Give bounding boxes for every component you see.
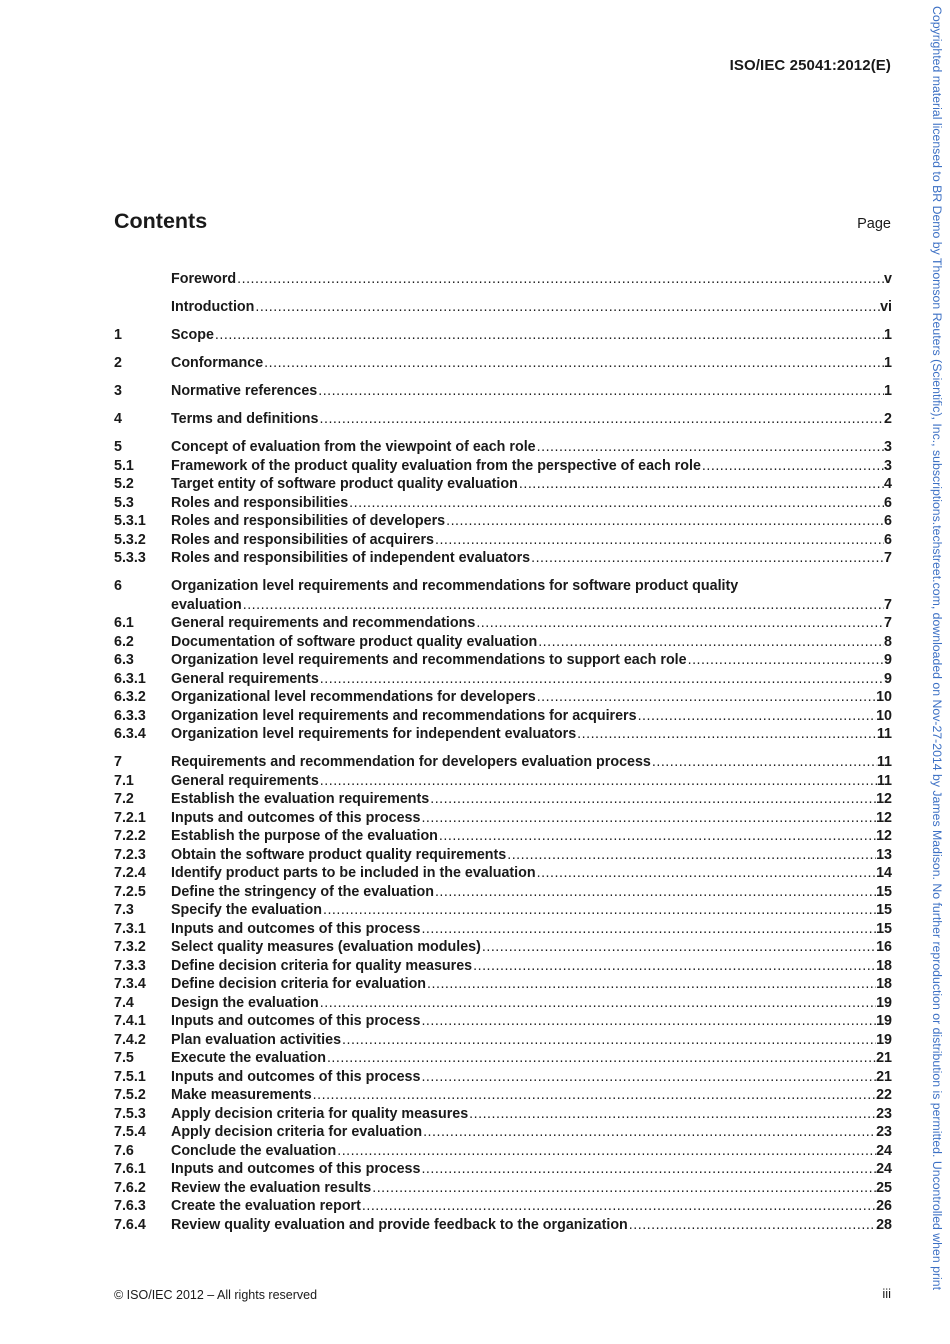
toc-entry[interactable]	[114, 1068, 892, 1087]
toc-dot-leader	[445, 512, 884, 531]
toc-dot-leader	[576, 725, 877, 744]
toc-entry[interactable]	[114, 354, 892, 373]
toc-dot-leader	[628, 1216, 876, 1235]
toc-entry-body	[171, 1197, 892, 1216]
toc-entry[interactable]	[114, 1012, 892, 1031]
toc-dot-leader	[468, 1105, 876, 1124]
toc-entry-body	[171, 994, 892, 1013]
toc-entry-page: 23	[876, 1124, 892, 1140]
toc-entry-page: 6	[884, 531, 892, 548]
toc-entry-number: 7.4.2	[114, 1031, 146, 1048]
toc-entry-title: Make measurements	[171, 1087, 312, 1103]
toc-entry-page: 6	[884, 513, 892, 529]
toc-entry-body	[171, 920, 892, 939]
toc-entry-title: Terms and definitions	[171, 411, 319, 427]
toc-entry-body	[171, 688, 892, 707]
toc-entry-number: 7.3.1	[114, 920, 146, 937]
toc-entry[interactable]	[114, 994, 892, 1013]
toc-entry-number: 6.3.4	[114, 726, 146, 742]
toc-entry-page: 12	[876, 809, 892, 826]
toc-entry[interactable]	[114, 707, 892, 726]
toc-entry-body	[171, 1031, 892, 1050]
toc-dot-leader	[319, 410, 885, 429]
toc-entry-number: 7.5.3	[114, 1105, 146, 1122]
toc-entry-number: 7.6	[114, 1142, 134, 1159]
toc-entry-body	[171, 531, 892, 550]
toc-entry[interactable]	[114, 410, 892, 429]
toc-entry-title: Documentation of software product quality evaluation	[171, 633, 538, 650]
toc-entry-body	[171, 864, 892, 883]
toc-dot-leader	[341, 1031, 876, 1050]
toc-entry[interactable]	[114, 920, 892, 939]
toc-dot-leader	[336, 1142, 876, 1161]
toc-entry-page: 9	[884, 670, 892, 687]
toc-entry-page: 19	[876, 1031, 892, 1048]
toc-entry-number: 6.1	[114, 615, 134, 631]
toc-entry-title: Introduction	[171, 299, 255, 315]
toc-dot-leader	[420, 920, 876, 939]
toc-entry-title: Roles and responsibilities	[171, 494, 349, 511]
toc-entry-page: 3	[884, 439, 892, 455]
toc-dot-leader	[420, 1068, 876, 1087]
toc-entry-title: Identify product parts to be included in the evaluation	[171, 865, 536, 881]
toc-entry-page: 13	[876, 846, 892, 863]
toc-entry-title: Apply decision criteria for evaluation	[171, 1124, 423, 1140]
toc-entry[interactable]	[114, 1197, 892, 1216]
toc-dot-leader	[537, 633, 884, 652]
toc-entry-body	[171, 707, 892, 726]
toc-entry-title: Review quality evaluation and provide feedback to the organization	[171, 1216, 628, 1233]
toc-entry-title: Roles and responsibilities of developers	[171, 513, 446, 529]
toc-entry-title: Inputs and outcomes of this process	[171, 1068, 421, 1085]
toc-entry-number: 5.3.1	[114, 513, 146, 529]
toc-entry-title: Select quality measures (evaluation modules)	[171, 939, 481, 955]
toc-entry-title: Roles and responsibilities of independent evaluators	[171, 550, 531, 566]
toc-entry-number: 7.3.4	[114, 976, 146, 992]
toc-entry-title: Define the stringency of the evaluation	[171, 883, 434, 900]
toc-entry-title: Define decision criteria for quality measures	[171, 957, 473, 974]
toc-entry-number: 7	[114, 754, 122, 770]
toc-entry-body	[171, 475, 892, 494]
toc-dot-leader	[420, 1160, 876, 1179]
toc-entry[interactable]	[114, 549, 892, 568]
toc-entry-page: 18	[876, 957, 892, 974]
toc-entry-page: 21	[876, 1068, 892, 1085]
toc-entry[interactable]	[114, 1142, 892, 1161]
toc-entry[interactable]	[114, 475, 892, 494]
toc-entry-body	[171, 298, 892, 317]
toc-entry-page: 11	[876, 754, 892, 770]
toc-entry-title: Apply decision criteria for quality measures	[171, 1105, 469, 1122]
toc-dot-leader	[472, 957, 876, 976]
toc-entry-number: 6.2	[114, 633, 134, 650]
toc-entry-body	[171, 549, 892, 568]
toc-entry[interactable]	[114, 790, 892, 809]
toc-entry-title: Organization level requirements and recommendations for acquirers	[171, 707, 637, 724]
toc-entry-number: 7.2.2	[114, 828, 146, 844]
toc-entry-title: Conformance	[171, 355, 264, 371]
toc-entry-body	[171, 410, 892, 429]
toc-entry[interactable]	[114, 883, 892, 902]
toc-entry[interactable]	[114, 494, 892, 513]
toc-entry-number: 5.3.2	[114, 531, 146, 548]
toc-entry-body	[171, 975, 892, 994]
toc-entry-title: Design the evaluation	[171, 994, 319, 1011]
toc-entry-title: Execute the evaluation	[171, 1050, 326, 1066]
toc-dot-leader	[438, 827, 876, 846]
toc-entry-number: 7.4	[114, 994, 134, 1011]
toc-entry[interactable]	[114, 688, 892, 707]
toc-entry-body	[171, 753, 892, 772]
toc-entry-page: 10	[876, 689, 892, 705]
toc-dot-leader	[701, 457, 884, 476]
toc-entry-page: 7	[884, 550, 892, 566]
toc-entry-number: 7.3.3	[114, 957, 146, 974]
toc-entry[interactable]	[114, 1179, 892, 1198]
toc-entry-body	[171, 846, 892, 865]
toc-entry-body	[171, 827, 892, 846]
toc-entry-page: 24	[876, 1161, 892, 1177]
toc-entry-page: 9	[884, 652, 892, 668]
toc-entry-body	[171, 382, 892, 401]
toc-entry-title: Conclude the evaluation	[171, 1142, 337, 1159]
toc-entry-number: 7.2.5	[114, 883, 146, 900]
toc-entry-number: 7.4.1	[114, 1013, 146, 1029]
toc-entry[interactable]	[114, 670, 892, 689]
toc-entry-page: 22	[876, 1087, 892, 1103]
toc-entry-title: Inputs and outcomes of this process	[171, 1161, 421, 1177]
toc-dot-leader	[475, 614, 884, 633]
toc-entry-number: 6.3.2	[114, 689, 146, 705]
toc-entry-number: 7.2.1	[114, 809, 146, 826]
toc-entry-number: 6.3.1	[114, 670, 146, 687]
toc-entry-page: 23	[876, 1105, 892, 1122]
toc-entry[interactable]	[114, 975, 892, 994]
toc-entry-number: 6.3	[114, 652, 134, 668]
toc-entry[interactable]	[114, 938, 892, 957]
toc-dot-leader	[420, 809, 876, 828]
toc-dot-leader	[312, 1086, 876, 1105]
toc-entry[interactable]	[114, 864, 892, 883]
toc-entry-page: 1	[884, 355, 892, 371]
toc-entry-body	[171, 633, 892, 652]
toc-entry-body	[171, 494, 892, 513]
toc-entry[interactable]	[114, 901, 892, 920]
toc-entry-body	[171, 790, 892, 809]
toc-dot-leader	[263, 354, 884, 373]
toc-entry-number: 7.6.3	[114, 1198, 146, 1214]
side-copyright-notice	[924, 6, 944, 1344]
toc-dot-leader	[434, 883, 876, 902]
toc-entry-title-line2	[171, 596, 892, 615]
toc-entry-title: Establish the purpose of the evaluation	[171, 828, 438, 844]
toc-entry-body	[171, 1049, 892, 1068]
toc-entry-page: 16	[876, 939, 892, 955]
toc-entry-number: 7.2	[114, 791, 134, 807]
toc-dot-leader	[422, 1123, 876, 1142]
toc-dot-leader	[518, 475, 884, 494]
toc-entry-title: Establish the evaluation requirements	[171, 791, 430, 807]
toc-entry-body	[171, 1123, 892, 1142]
toc-entry-body	[171, 1142, 892, 1161]
toc-entry[interactable]	[114, 1123, 892, 1142]
toc-entry-body	[171, 1086, 892, 1105]
toc-entry-body	[171, 438, 892, 457]
toc-entry-title: Roles and responsibilities of acquirers	[171, 531, 434, 548]
toc-entry-number: 6.3.3	[114, 707, 146, 724]
toc-entry-body	[171, 326, 892, 345]
toc-entry-body	[171, 1012, 892, 1031]
toc-dot-leader	[687, 651, 884, 670]
footer-copyright: © ISO/IEC 2012 – All rights reserved	[114, 1288, 318, 1302]
toc-entry-page: 25	[876, 1179, 892, 1196]
toc-entry[interactable]	[114, 753, 892, 772]
toc-entry-number: 5.3.3	[114, 550, 146, 566]
toc-entry-page: 19	[876, 1013, 892, 1029]
toc-entry-title: Organization level requirements and recommendations for software product quality	[171, 578, 739, 594]
toc-entry[interactable]	[114, 1105, 892, 1124]
toc-entry-number: 3	[114, 383, 122, 399]
toc-entry-title-continued: evaluation	[171, 596, 242, 613]
toc-entry-page: 11	[876, 726, 892, 742]
toc-dot-leader	[319, 670, 884, 689]
toc-entry-number: 1	[114, 327, 122, 343]
toc-entry-body	[171, 670, 892, 689]
toc-entry-number: 7.2.3	[114, 846, 146, 863]
toc-dot-leader	[637, 707, 877, 726]
toc-entry-page: 15	[876, 883, 892, 900]
toc-entry-page: 28	[876, 1216, 892, 1233]
toc-entry-page: 2	[884, 411, 892, 427]
toc-dot-leader	[426, 975, 876, 994]
toc-entry-body	[171, 883, 892, 902]
footer-page-number: iii	[882, 1286, 891, 1301]
toc-entry-page: 8	[884, 633, 892, 650]
toc-entry-number: 5.2	[114, 476, 134, 492]
toc-dot-leader	[214, 326, 884, 345]
toc-entry-body	[171, 354, 892, 373]
toc-entry-page: 14	[876, 865, 892, 881]
toc-entry-title: Concept of evaluation from the viewpoint of each role	[171, 439, 536, 455]
toc-entry-number: 7.3	[114, 902, 134, 918]
toc-entry-page: 3	[884, 457, 892, 474]
toc-entry-body	[171, 957, 892, 976]
toc-dot-leader	[536, 864, 876, 883]
toc-entry-page: 18	[876, 976, 892, 992]
toc-entry[interactable]	[114, 772, 892, 791]
toc-dot-leader	[326, 1049, 876, 1068]
toc-entry-page: 15	[876, 902, 892, 918]
toc-entry-page: 12	[876, 791, 892, 807]
toc-entry[interactable]	[114, 651, 892, 670]
toc-entry-body	[171, 512, 892, 531]
toc-entry[interactable]	[114, 457, 892, 476]
toc-entry-title: Review the evaluation results	[171, 1179, 372, 1196]
toc-entry-title: Specify the evaluation	[171, 902, 322, 918]
toc-entry-number: 7.6.2	[114, 1179, 146, 1196]
toc-entry-body	[171, 1068, 892, 1087]
toc-entry-body	[171, 577, 892, 614]
toc-dot-leader	[536, 688, 876, 707]
toc-entry-page: 19	[876, 994, 892, 1011]
toc-entry-number: 5	[114, 439, 122, 455]
toc-entry-page: 4	[884, 476, 892, 492]
toc-entry-number: 7.5.2	[114, 1087, 146, 1103]
toc-entry-title: Scope	[171, 327, 214, 343]
toc-entry-title: Inputs and outcomes of this process	[171, 1013, 421, 1029]
toc-entry-number: 7.5.1	[114, 1068, 146, 1085]
toc-entry-page: 24	[876, 1142, 892, 1159]
toc-entry-number: 5.1	[114, 457, 134, 474]
toc-entry[interactable]	[114, 512, 892, 531]
toc-dot-leader	[242, 596, 884, 615]
toc-dot-leader	[254, 298, 880, 317]
toc-entry-title: Inputs and outcomes of this process	[171, 809, 421, 826]
toc-entry-title: Inputs and outcomes of this process	[171, 920, 421, 937]
toc-entry-page: 10	[876, 707, 892, 724]
toc-entry[interactable]	[114, 846, 892, 865]
toc-entry[interactable]	[114, 1216, 892, 1235]
toc-entry-number: 7.3.2	[114, 939, 146, 955]
toc-entry-number: 5.3	[114, 494, 134, 511]
toc-entry-number: 7.5.4	[114, 1124, 146, 1140]
toc-entry[interactable]	[114, 725, 892, 744]
toc-dot-leader	[322, 901, 876, 920]
toc-entry[interactable]	[114, 270, 892, 289]
toc-entry-number: 7.6.1	[114, 1161, 146, 1177]
toc-entry-title: Organization level requirements for independent evaluators	[171, 726, 577, 742]
toc-entry-page: 21	[876, 1050, 892, 1066]
toc-entry[interactable]	[114, 531, 892, 550]
toc-entry-body	[171, 270, 892, 289]
toc-dot-leader	[317, 382, 884, 401]
toc-entry-title: Create the evaluation report	[171, 1198, 361, 1214]
toc-entry-number: 4	[114, 411, 122, 427]
toc-entry-page: 7	[884, 615, 892, 631]
toc-entry-page: 15	[876, 920, 892, 937]
toc-dot-leader	[371, 1179, 876, 1198]
toc-dot-leader	[319, 994, 876, 1013]
toc-entry[interactable]	[114, 326, 892, 345]
toc-entry-body	[171, 651, 892, 670]
toc-entry-page: v	[884, 271, 892, 287]
toc-dot-leader	[651, 753, 877, 772]
toc-entry-title: General requirements	[171, 670, 319, 687]
toc-entry-number: 7.6.4	[114, 1216, 146, 1233]
toc-entry-title-line1	[171, 577, 892, 596]
toc-dot-leader	[429, 790, 876, 809]
toc-entry-title: Foreword	[171, 271, 237, 287]
toc-entry-page: 1	[884, 383, 892, 399]
toc-entry-number: 7.5	[114, 1050, 134, 1066]
toc-dot-leader	[319, 772, 877, 791]
toc-entry-title: Plan evaluation activities	[171, 1031, 342, 1048]
toc-entry-body	[171, 457, 892, 476]
toc-entry[interactable]	[114, 809, 892, 828]
toc-entry[interactable]	[114, 1086, 892, 1105]
document-identifier: ISO/IEC 25041:2012(E)	[729, 57, 891, 74]
toc-entry-body	[171, 1105, 892, 1124]
toc-dot-leader	[348, 494, 884, 513]
toc-dot-leader	[530, 549, 884, 568]
toc-entry-body	[171, 938, 892, 957]
toc-entry[interactable]	[114, 1049, 892, 1068]
toc-entry[interactable]	[114, 827, 892, 846]
toc-entry[interactable]	[114, 577, 892, 614]
toc-entry-number: 7.1	[114, 772, 134, 789]
toc-entry-title: General requirements and recommendations	[171, 615, 476, 631]
toc-entry[interactable]	[114, 382, 892, 401]
toc-entry[interactable]	[114, 1031, 892, 1050]
toc-dot-leader	[434, 531, 884, 550]
table-of-contents	[114, 270, 892, 1234]
toc-entry-page: vi	[880, 299, 892, 315]
toc-entry-body	[171, 1160, 892, 1179]
toc-entry[interactable]	[114, 614, 892, 633]
side-copyright-text: Copyrighted material licensed to BR Demo by Thomson Reuters (Scientific), Inc., subscriptions.techstreet.com, downloaded on Nov-27-2014 by James Madison. No further reproduction or distribution is permitted. Uncontrolled when print	[930, 6, 944, 1291]
toc-entry-number: 6	[114, 578, 122, 594]
toc-entry-page: 11	[876, 772, 892, 789]
toc-entry-title: Organization level requirements and recommendations to support each role	[171, 652, 687, 668]
toc-entry-title: Define decision criteria for evaluation	[171, 976, 427, 992]
toc-entry-body	[171, 772, 892, 791]
toc-entry-body	[171, 614, 892, 633]
toc-entry-title: Requirements and recommendation for developers evaluation process	[171, 754, 651, 770]
toc-entry-body	[171, 1179, 892, 1198]
toc-entry-title: Organizational level recommendations for developers	[171, 689, 536, 705]
toc-dot-leader	[536, 438, 884, 457]
toc-entry-page: 26	[876, 1198, 892, 1214]
toc-dot-leader	[420, 1012, 876, 1031]
toc-dot-leader	[481, 938, 876, 957]
toc-entry-number: 7.2.4	[114, 865, 146, 881]
toc-entry[interactable]	[114, 633, 892, 652]
toc-dot-leader	[361, 1197, 876, 1216]
toc-entry[interactable]	[114, 298, 892, 317]
toc-entry-page: 12	[876, 828, 892, 844]
toc-entry-number: 2	[114, 355, 122, 371]
toc-entry-body	[171, 809, 892, 828]
toc-dot-leader	[236, 270, 884, 289]
toc-entry-body	[171, 1216, 892, 1235]
toc-entry[interactable]	[114, 438, 892, 457]
toc-entry-page: 6	[884, 494, 892, 511]
toc-entry-title: Framework of the product quality evaluation from the perspective of each role	[171, 457, 701, 474]
toc-entry-title: Obtain the software product quality requirements	[171, 846, 507, 863]
toc-entry-page: 7	[884, 596, 892, 613]
toc-entry[interactable]	[114, 957, 892, 976]
page-column-label: Page	[857, 216, 891, 232]
toc-dot-leader	[506, 846, 876, 865]
toc-entry[interactable]	[114, 1160, 892, 1179]
toc-entry-title: Normative references	[171, 383, 318, 399]
toc-entry-body	[171, 901, 892, 920]
toc-entry-page: 1	[884, 327, 892, 343]
contents-heading: Contents	[114, 209, 208, 233]
toc-entry-body	[171, 725, 892, 744]
toc-entry-title: General requirements	[171, 772, 319, 789]
toc-entry-title: Target entity of software product quality evaluation	[171, 476, 518, 492]
